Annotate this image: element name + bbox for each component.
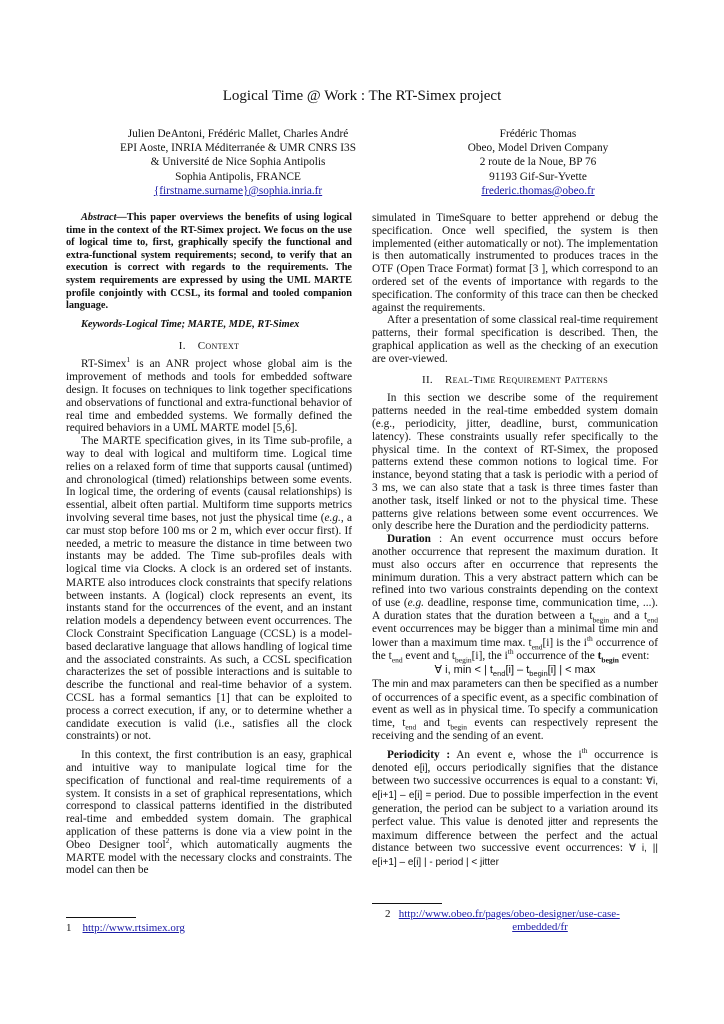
keywords: Keywords-Logical Time; MARTE, MDE, RT-Simex	[81, 318, 300, 330]
paper-title: Logical Time @ Work : The RT-Simex project	[222, 88, 502, 104]
footnote-rule-left	[66, 917, 136, 918]
jitter-formula: ∀ i, || e[i+1] – e[i] | - period | < jitter	[372, 843, 659, 869]
footnote-ref: 1	[126, 355, 131, 365]
author-line: 2 route de la Noue, BP 76	[479, 156, 597, 169]
paragraph: The min and max parameters can then be specified as a number of occurrences of a specific event, as a specific combination of event as well as in physical time. To specify a communication time, $t_{end}$ and $t_{begin}$ events can respectively represent the receiving and the sending of an event.	[372, 677, 658, 743]
author-line: 91193 Gif-Sur-Yvette	[489, 170, 587, 183]
author-email-link[interactable]: {firstname.surname}@sophia.inria.fr	[153, 184, 323, 197]
left-column	[66, 212, 352, 877]
author-line: & Université de Nice Sophia Antipolis	[150, 156, 326, 169]
footnote-link[interactable]: http://www.obeo.fr/pages/obeo-designer/use-case-	[398, 908, 620, 920]
paragraph: simulated in TimeSquare to better apprehend or debug the specification. Once well specified, the system is then implemented (either automatically or not). The implementation is then automatically instrumented to produces traces in the OTF (Open Trace Format) format [3 ], which correspond to an ordered set of the events of importance with regards to the specification. The conformity of this trace can then be checked against the requirements.	[372, 212, 658, 314]
author-email-link[interactable]: frederic.thomas@obeo.fr	[481, 184, 595, 197]
author-line: Julien DeAntoni, Frédéric Mallet, Charles André	[127, 128, 349, 140]
paragraph: RT-Simex$^1$ is an ANR project whose global aim is the improvement of methods and tools for embedded software design. It focuses on techniques to link together specifications and observations of functional and extra-functional behavior of real time and embedded systems. We formally defined the required behaviors in a UML MARTE model [5,6].	[66, 355, 352, 435]
periodicity-formula: ∀i, e[i+1] – e[i] = period	[372, 776, 658, 802]
abstract	[66, 212, 352, 313]
paragraph-duration: Duration : An event occurrence must occurs before another occurrence that represent the maximum duration. It must also occurs after en occurrence that represents the minimum duration. This a very abstract pattern which can be refined into two various constraints depending on the context of use (e.g. deadline, response time, communication time, ...). A duration states that the duration between a $t_{begin}$ and a $t_{end}$ event occurrences may be bigger than a minimal time min and lower than a maximum time max. $t_{end}[i]$ is the $i^{th}$ occurrence of the $t_{end}$ event and $t_{begin}[i]$, the $i^{th}$ occurrence of the $t_{begin}$ event:	[372, 533, 658, 665]
section-heading-context: I. Context	[178, 339, 240, 352]
duration-formula: ∀ i, min < | $t_{end}[i] - t_{begin}[i]$ | < max	[434, 664, 596, 679]
section-heading-requirement-patterns: II. Real-Time Requirement Patterns	[422, 373, 608, 386]
abstract-text: This paper overviews the benefits of using logical time in the context of the RT-Simex project. We focus on the use of logical time to, first, graphically specify the functional and extra-functional system requirements; second, to verify that an execution is correct with regards to the requirements. The system requirements are expressed by using the UML MARTE profile conjointly with CCSL, its formal and tooled companion language.	[66, 212, 352, 312]
authors-block-left	[88, 127, 388, 198]
footnote-link-cont[interactable]: embedded/fr	[512, 921, 568, 933]
author-line: Sophia Antipolis, FRANCE	[175, 170, 301, 183]
right-column	[372, 212, 658, 870]
paragraph: After a presentation of some classical real-time requirement patterns, their formal specification is described. Then, the graphical application as well as the checking of an execution are over-viewed.	[372, 314, 658, 365]
author-line: Frédéric Thomas	[499, 128, 577, 140]
paragraph: In this section we describe some of the requirement patterns needed in the real-time embedded system domain (e.g., periodicity, jitter, deadline, burst, communication latency). These constraints usually refer specifically to the physical time. In the context of RT-Simex, the proposed patterns extend these common notions to logical time. For instance, beyond stating that a task is periodic with a period of 3 ms, we can also state that a task is three times faster than another task, itself linked or not to the physical time. These patterns give relations between some event occurrences. We only describe here the Duration and the perdiodicity patterns.	[372, 392, 658, 533]
author-line: Obeo, Model Driven Company	[467, 142, 609, 155]
footnote-2: 2 http://www.obeo.fr/pages/obeo-designer/use-case- embedded/fr	[385, 908, 620, 933]
author-line: EPI Aoste, INRIA Méditerranée & UMR CNRS I3S	[120, 142, 356, 155]
paragraph-periodicity: Periodicity : An event e, whose the $i^{th}$ occurrence is denoted e[i], occurs periodically signifies that the distance between two successive occurrences is equal to a constant: ∀i, e[i+1] – e[i] = period. Due to possible imperfection in the event generation, the period can be subject to a variation around its perfect value. This value is denoted jitter and represents the maximum difference between the perfect and the actual distance between two successive event occurrences: ∀ i, || e[i+1] – e[i] | - period | < jitter	[372, 746, 659, 869]
footnote-1: 1 http://www.rtsimex.org	[66, 922, 185, 934]
footnote-ref: 2	[165, 836, 170, 846]
footnote-rule-right	[372, 903, 442, 904]
footnote-link[interactable]: http://www.rtsimex.org	[82, 922, 185, 934]
paragraph: The MARTE specification gives, in its Time sub-profile, a way to deal with logical and multiform time. Logical time relies on a relaxed form of time that supports causal (untimed) and chronological (timed) relationships between some events. In logical time, the ordering of events (causal relationships) is essential, albeit often partial. Multiform time supports metrics involving several time bases, not just the physical time (e.g., a car must stop before 100 ms or 2 m, which ever occur first). If needed, a metric to measure the distance in time between two instants may be added. The Time sub-profiles deals with logical time via Clocks. A clock is an ordered set of instants. MARTE also introduces clock constraints that specify relations between instants. A (logical) clock represents an event, its instants stand for the occurrences of the event, and an instant relation models a dependency between event occurrences. The Clock Constraint Specification Language (CCSL) is a model-based declarative language that allows handling of logical time and the associated constraints. As such, a CCSL specification characterizes the set of possible interactions and is suitable to describe the functional and real-time behavior of a system. CCSL has a formal semantics [1] that can be exploited to process a correct execution, if any, or to determine whether a candidate execution is valid (i.e., satisfies all the clock constraints) or not.	[66, 435, 352, 743]
authors-block-right	[448, 127, 628, 198]
abstract-lead: Abstract—	[81, 212, 127, 223]
paragraph: In this context, the first contribution is an easy, graphical and intuitive way to manipulate logical time for the specification of functional and real-time requirements of a system. It consists in a set of graphical representations, which correspond to classical patterns identified in the distributed real-time and embedded system domain. The graphical application of these patterns is done via a view point in the Obeo Designer tool$^2$, which automatically augments the MARTE model with the necessary clocks and constraints. The model can then be	[66, 749, 352, 877]
